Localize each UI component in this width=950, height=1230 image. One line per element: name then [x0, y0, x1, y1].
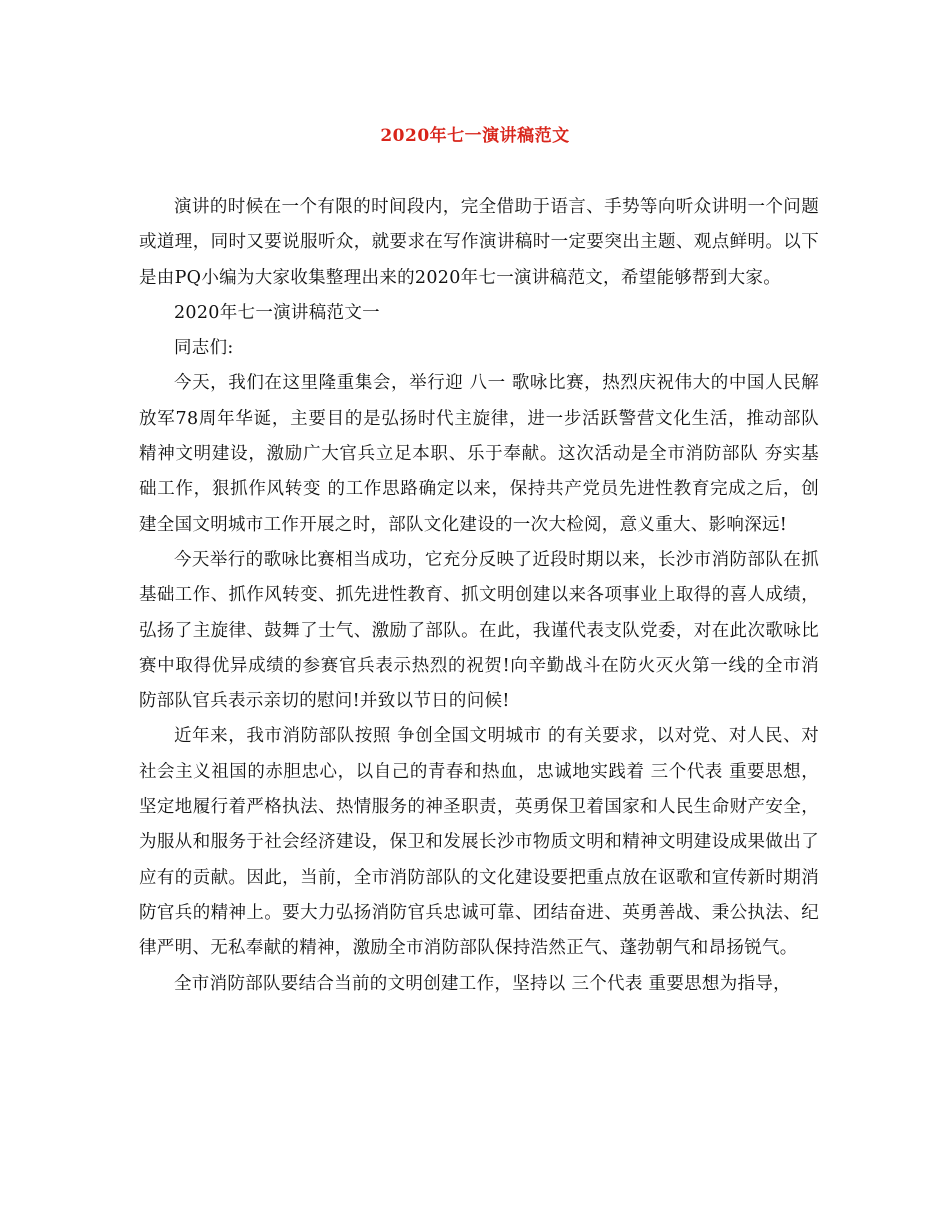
paragraph-achievements: 近年来，我市消防部队按照 争创全国文明城市 的有关要求，以对党、对人民、对社会主义祖国的赤胆忠心，以自己的青春和热血，忠诚地实践着 三个代表 重要思想，坚定地履行着严格执法、热情服务的神圣职责，英勇保卫着国家和人民生命财产安全，为服从和服务于社会经济建设，保卫和发展长沙市物质文明和精神文明建设成果做出了应有的贡献。因此，当前，全市消防部队的文化建设要把重点放在讴歌和宣传新时期消防官兵的精神上。要大力弘扬消防官兵忠诚可靠、团结奋进、英勇善战、秉公执法、纪律严明、无私奉献的精神，激励全市消防部队保持浩然正气、蓬勃朝气和昂扬锐气。: [139, 726, 819, 959]
paragraph-opening: 今天，我们在这里隆重集会，举行迎 八一 歌咏比赛，热烈庆祝伟大的中国人民解放军78周年华诞，主要目的是弘扬时代主旋律，进一步活跃警营文化生活，推动部队精神文明建设，激励广大官兵立足本职、乐于奉献。这次活动是全市消防部队 夯实基础工作，狠抓作风转变 的工作思路确定以来，保持共产党员先进性教育完成之后，创建全国文明城市工作开展之时，部队文化建设的一次大检阅，意义重大、影响深远!: [139, 373, 819, 535]
paragraph-section-heading: 2020年七一演讲稿范文一: [174, 302, 380, 323]
paragraph-continuation: 全市消防部队要结合当前的文明创建工作，坚持以 三个代表 重要思想为指导，: [174, 973, 791, 994]
document-body: [139, 190, 819, 1002]
paragraph-congratulations: 今天举行的歌咏比赛相当成功，它充分反映了近段时期以来，长沙市消防部队在抓基础工作、抓作风转变、抓先进性教育、抓文明创建以来各项事业上取得的喜人成绩，弘扬了主旋律、鼓舞了士气、激励了部队。在此，我谨代表支队党委，对在此次歌咏比赛中取得优异成绩的参赛官兵表示热烈的祝贺!向辛勤战斗在防火灭火第一线的全市消防部队官兵表示亲切的慰问!并致以节日的问候!: [139, 549, 819, 712]
document-title: 2020年七一演讲稿范文: [380, 126, 570, 146]
paragraph-salutation: 同志们:: [174, 338, 234, 359]
paragraph-intro: 演讲的时候在一个有限的时间段内，完全借助于语言、手势等向听众讲明一个问题或道理，同时又要说服听众，就要求在写作演讲稿时一定要突出主题、观点鲜明。以下是由PQ小编为大家收集整理出来的2020年七一演讲稿范文，希望能够帮到大家。: [139, 197, 819, 288]
